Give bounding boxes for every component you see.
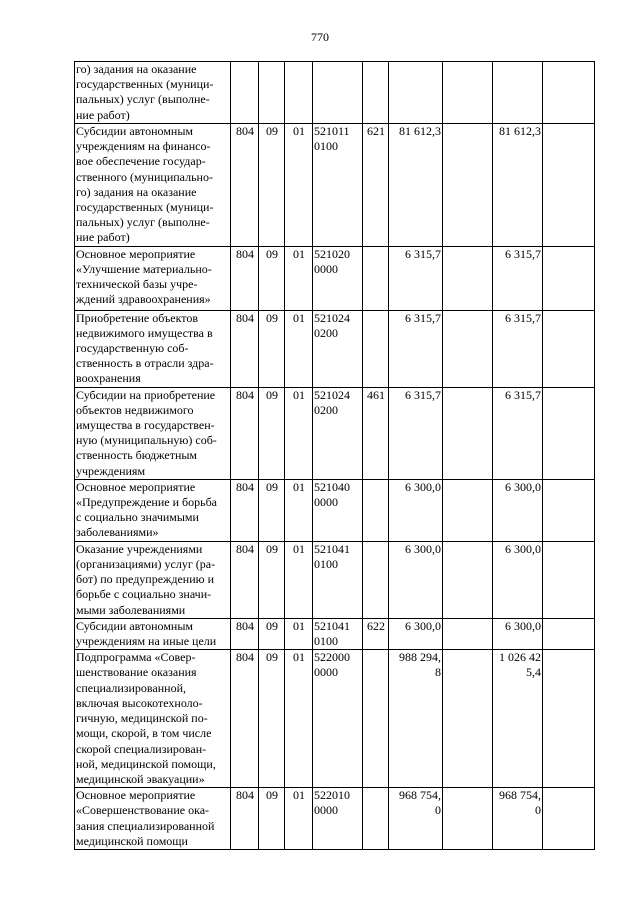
cell-sum-1b [443,246,493,310]
cell-csr [313,62,363,124]
cell-sum-2: 6 315,7 [493,387,543,479]
cell-pr: 01 [285,124,313,247]
cell-csr: 521041 0100 [313,541,363,618]
cell-sum-2: 968 754, 0 [493,788,543,850]
cell-vr [363,650,389,788]
cell-csr: 521011 0100 [313,124,363,247]
table-row [75,310,595,387]
table-row [75,387,595,479]
cell-gr: 804 [231,387,259,479]
cell-rz: 09 [259,479,285,541]
cell-rz: 09 [259,618,285,649]
cell-sum-1b [443,650,493,788]
cell-sum-1b [443,387,493,479]
cell-sum-1: 6 315,7 [389,246,443,310]
cell-sum-1b [443,788,493,850]
cell-pr: 01 [285,650,313,788]
cell-sum-2: 6 315,7 [493,246,543,310]
cell-sum-1: 988 294, 8 [389,650,443,788]
cell-pr: 01 [285,479,313,541]
cell-sum-1b [443,479,493,541]
cell-csr: 521041 0100 [313,618,363,649]
cell-vr [363,788,389,850]
table-row [75,788,595,850]
cell-sum-2: 6 315,7 [493,310,543,387]
cell-name: Подпрограмма «Совер- шенствование оказания специализированной, включая высокотехноло- гичную, медицинской по- мощи, скорой, в том числе скорой специализирован- ной, медицинской помощи, медицинской эвакуации» [75,650,231,788]
cell-sum-2: 81 612,3 [493,124,543,247]
cell-pr: 01 [285,387,313,479]
table-row [75,618,595,649]
cell-pr: 01 [285,310,313,387]
cell-sum-2: 6 300,0 [493,618,543,649]
cell-gr: 804 [231,541,259,618]
cell-sum-2b [543,124,595,247]
cell-name: Основное мероприятие «Улучшение материально- технической базы учре- ждений здравоохранения» [75,246,231,310]
cell-name: Субсидии на приобретение объектов недвижимого имущества в государствен- ную (муниципальную) соб- ственность бюджетным учреждениям [75,387,231,479]
cell-vr [363,479,389,541]
table-row [75,650,595,788]
cell-gr [231,62,259,124]
cell-sum-1b [443,310,493,387]
cell-gr: 804 [231,650,259,788]
cell-csr: 521024 0200 [313,310,363,387]
cell-pr: 01 [285,541,313,618]
cell-vr [363,310,389,387]
cell-rz: 09 [259,310,285,387]
cell-rz: 09 [259,788,285,850]
page-number: 770 [311,30,329,44]
cell-gr: 804 [231,246,259,310]
cell-name: Основное мероприятие «Совершенствование ока- зания специализированной медицинской помощи [75,788,231,850]
cell-vr [363,541,389,618]
cell-csr: 522010 0000 [313,788,363,850]
cell-sum-1b [443,541,493,618]
cell-vr [363,62,389,124]
cell-gr: 804 [231,124,259,247]
cell-gr: 804 [231,788,259,850]
cell-csr: 521020 0000 [313,246,363,310]
cell-rz: 09 [259,650,285,788]
cell-pr: 01 [285,788,313,850]
cell-vr: 461 [363,387,389,479]
cell-sum-2: 1 026 42 5,4 [493,650,543,788]
cell-rz: 09 [259,246,285,310]
cell-gr: 804 [231,310,259,387]
cell-sum-1: 6 300,0 [389,541,443,618]
cell-pr: 01 [285,246,313,310]
cell-rz: 09 [259,124,285,247]
cell-sum-1: 6 300,0 [389,618,443,649]
cell-vr: 622 [363,618,389,649]
table-row [75,62,595,124]
cell-sum-1: 81 612,3 [389,124,443,247]
cell-sum-1 [389,62,443,124]
cell-sum-2: 6 300,0 [493,479,543,541]
cell-rz [259,62,285,124]
cell-name: Основное мероприятие «Предупреждение и борьба с социально значимыми заболеваниями» [75,479,231,541]
cell-rz: 09 [259,387,285,479]
cell-name: Оказание учреждениями (организациями) услуг (ра- бот) по предупреждению и борьбе с социально значи- мыми заболеваниями [75,541,231,618]
cell-sum-2b [543,479,595,541]
cell-gr: 804 [231,618,259,649]
cell-sum-1b [443,618,493,649]
cell-sum-1b [443,124,493,247]
cell-vr: 621 [363,124,389,247]
cell-pr [285,62,313,124]
table-row [75,479,595,541]
cell-sum-1: 6 300,0 [389,479,443,541]
cell-sum-2b [543,310,595,387]
cell-csr: 521024 0200 [313,387,363,479]
cell-sum-2b [543,541,595,618]
table-row [75,124,595,247]
cell-sum-2b [543,788,595,850]
cell-pr: 01 [285,618,313,649]
cell-name: Субсидии автономным учреждениям на иные цели [75,618,231,649]
budget-table [74,61,595,850]
table-row [75,541,595,618]
cell-sum-2b [543,62,595,124]
cell-name: Субсидии автономным учреждениям на финансо- вое обеспечение государ- ственного (муниципально- го) задания на оказание государственных (муници- пальных) услуг (выполне- ние работ) [75,124,231,247]
cell-sum-1: 6 315,7 [389,387,443,479]
cell-sum-1: 968 754, 0 [389,788,443,850]
cell-sum-2b [543,246,595,310]
cell-name: го) задания на оказание государственных (муници- пальных) услуг (выполне- ние работ) [75,62,231,124]
table-row [75,246,595,310]
cell-sum-2b [543,387,595,479]
cell-sum-1b [443,62,493,124]
cell-sum-2 [493,62,543,124]
cell-sum-2b [543,650,595,788]
cell-name: Приобретение объектов недвижимого имущества в государственную соб- ственность в отрасли здра- воохранения [75,310,231,387]
cell-rz: 09 [259,541,285,618]
cell-gr: 804 [231,479,259,541]
cell-sum-2b [543,618,595,649]
cell-csr: 522000 0000 [313,650,363,788]
cell-csr: 521040 0000 [313,479,363,541]
cell-vr [363,246,389,310]
cell-sum-2: 6 300,0 [493,541,543,618]
cell-sum-1: 6 315,7 [389,310,443,387]
